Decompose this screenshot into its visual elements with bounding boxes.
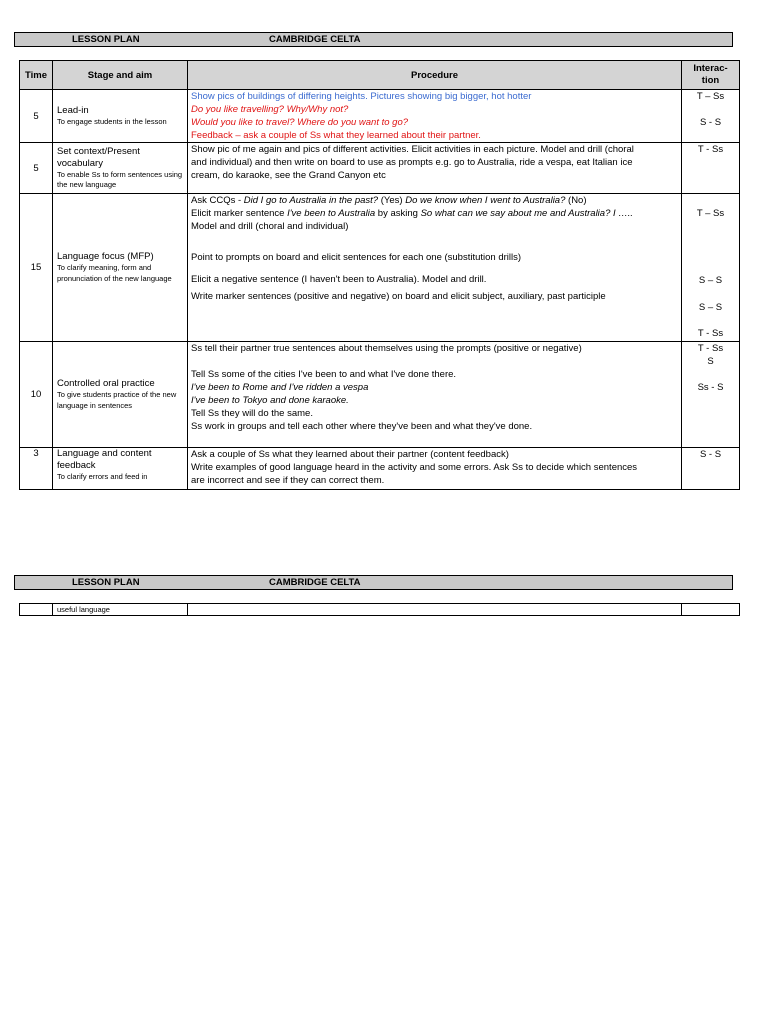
row-stage: useful language <box>53 604 188 616</box>
procedure-line: Show pic of me again and pics of different activities. Elicit activities in each picture. Model and drill (choral <box>191 144 634 155</box>
lesson-plan-table-2 <box>19 603 740 616</box>
procedure-line: Feedback – ask a couple of Ss what they learned about their partner. <box>191 130 481 141</box>
ccq-question: Do we know when I went to Australia? <box>405 195 566 206</box>
stage-name: Controlled oral practice <box>57 378 155 389</box>
table-row <box>20 342 740 448</box>
stage-aim: To engage students in the lesson <box>57 116 167 126</box>
procedure-line: I've been to Rome and I've ridden a vespa <box>191 382 369 393</box>
lesson-plan-table <box>19 60 740 490</box>
procedure-line: Point to prompts on board and elicit sentences for each one (substitution drills) <box>191 252 522 263</box>
procedure-line: I've been to Tokyo and done karaoke. <box>191 395 349 406</box>
stage-name: Language and content feedback <box>57 448 152 471</box>
stage-name: Set context/Present vocabulary <box>57 145 140 169</box>
row-procedure <box>188 342 682 448</box>
interaction-item: T – Ss <box>696 208 725 219</box>
stage-aim: To clarify meaning, form and pronunciation of the new language <box>57 263 172 283</box>
row-interaction <box>682 342 740 448</box>
interaction-item: S <box>707 356 714 367</box>
row-stage <box>53 342 188 448</box>
ccq-question: Did I go to Australia in the past? <box>243 195 379 206</box>
row-time: 15 <box>20 194 53 342</box>
stage-aim: To clarify errors and feed in <box>57 472 148 481</box>
interaction-item: Ss - S <box>697 382 724 393</box>
ccq-answer: (Yes) <box>378 195 406 206</box>
stage-aim: To give students practice of the new language in sentences <box>57 390 177 410</box>
row-procedure <box>188 143 682 194</box>
marker-question: So what can we say about me and Australia? I ….. <box>420 208 634 219</box>
procedure-line: are incorrect and see if they can correct them. <box>191 475 385 486</box>
procedure-line: Would you like to travel? Where do you want to go? <box>191 117 409 128</box>
ccq-answer: (No) <box>565 195 587 206</box>
row-interaction <box>682 604 740 616</box>
procedure-line: Write marker sentences (positive and negative) on board and elicit subject, auxiliary, past participle <box>191 291 606 302</box>
procedure-line: Elicit a negative sentence (I haven't been to Australia). Model and drill. <box>191 274 487 285</box>
row-time: 3 <box>20 448 53 490</box>
procedure-line: Tell Ss they will do the same. <box>191 408 313 419</box>
row-procedure <box>188 194 682 342</box>
interaction-item: S – S <box>698 275 723 286</box>
interaction-item: T - Ss <box>697 343 724 354</box>
table-row <box>20 448 740 490</box>
row-time: 10 <box>20 342 53 448</box>
row-interaction <box>682 143 740 194</box>
procedure-line: and individual) and then write on board to use as prompts e.g. go to Australia, ride a vespa, eat Italian ice <box>191 157 633 168</box>
row-stage <box>53 143 188 194</box>
procedure-line: Model and drill (choral and individual) <box>191 221 349 232</box>
row-procedure <box>188 604 682 616</box>
row-procedure <box>188 90 682 143</box>
row-stage <box>53 90 188 143</box>
lesson-plan-header-2 <box>14 575 733 590</box>
table-row <box>20 604 740 616</box>
interaction-item: S - S <box>699 117 722 128</box>
row-time: 5 <box>20 143 53 194</box>
interaction-item: T – Ss <box>696 91 725 102</box>
course-label: CAMBRIDGE CELTA <box>269 34 361 45</box>
interaction-item: S – S <box>698 302 723 313</box>
interaction-item: T - Ss <box>697 328 724 339</box>
stage-aim: To enable Ss to form sentences using the new language <box>57 169 183 189</box>
procedure-line <box>191 207 678 220</box>
marker-text: Elicit marker sentence <box>191 208 288 219</box>
course-label: CAMBRIDGE CELTA <box>269 577 361 588</box>
row-time <box>20 604 53 616</box>
table-row <box>20 194 740 342</box>
procedure-line <box>191 194 678 207</box>
interaction-item: S - S <box>699 449 722 460</box>
lesson-plan-label: LESSON PLAN <box>72 34 140 45</box>
header-time: Time <box>20 61 53 90</box>
header-interaction: Interac- tion <box>682 61 740 90</box>
procedure-line: Ss work in groups and tell each other where they've been and what they've done. <box>191 421 533 432</box>
procedure-line: Ss tell their partner true sentences about themselves using the prompts (positive or negative) <box>191 343 582 354</box>
procedure-line: Ask a couple of Ss what they learned about their partner (content feedback) <box>191 449 509 460</box>
interaction-item: T - Ss <box>697 144 724 155</box>
procedure-line: Do you like travelling? Why/Why not? <box>191 104 349 115</box>
lesson-plan-header <box>14 32 733 47</box>
ccq-text: Ask CCQs - <box>191 195 244 206</box>
procedure-line: cream, do karaoke, see the Grand Canyon etc <box>191 170 386 181</box>
marker-text: by asking <box>375 208 421 219</box>
header-procedure: Procedure <box>188 61 682 90</box>
header-stage: Stage and aim <box>53 61 188 90</box>
table-row <box>20 90 740 143</box>
stage-name: Lead-in <box>57 104 89 116</box>
row-interaction <box>682 90 740 143</box>
table-row <box>20 143 740 194</box>
lesson-plan-label: LESSON PLAN <box>72 577 140 588</box>
row-stage <box>53 448 188 490</box>
procedure-line: Show pics of buildings of differing heights. Pictures showing big bigger, hot hotter <box>191 91 532 102</box>
procedure-line: Tell Ss some of the cities I've been to and what I've done there. <box>191 369 457 380</box>
row-interaction <box>682 194 740 342</box>
row-time: 5 <box>20 90 53 143</box>
stage-name: Language focus (MFP) <box>57 251 154 262</box>
procedure-line: Write examples of good language heard in the activity and some errors. Ask Ss to decide which sentences <box>191 462 638 473</box>
row-procedure <box>188 448 682 490</box>
row-stage <box>53 194 188 342</box>
row-interaction <box>682 448 740 490</box>
marker-sentence: I've been to Australia <box>287 208 376 219</box>
